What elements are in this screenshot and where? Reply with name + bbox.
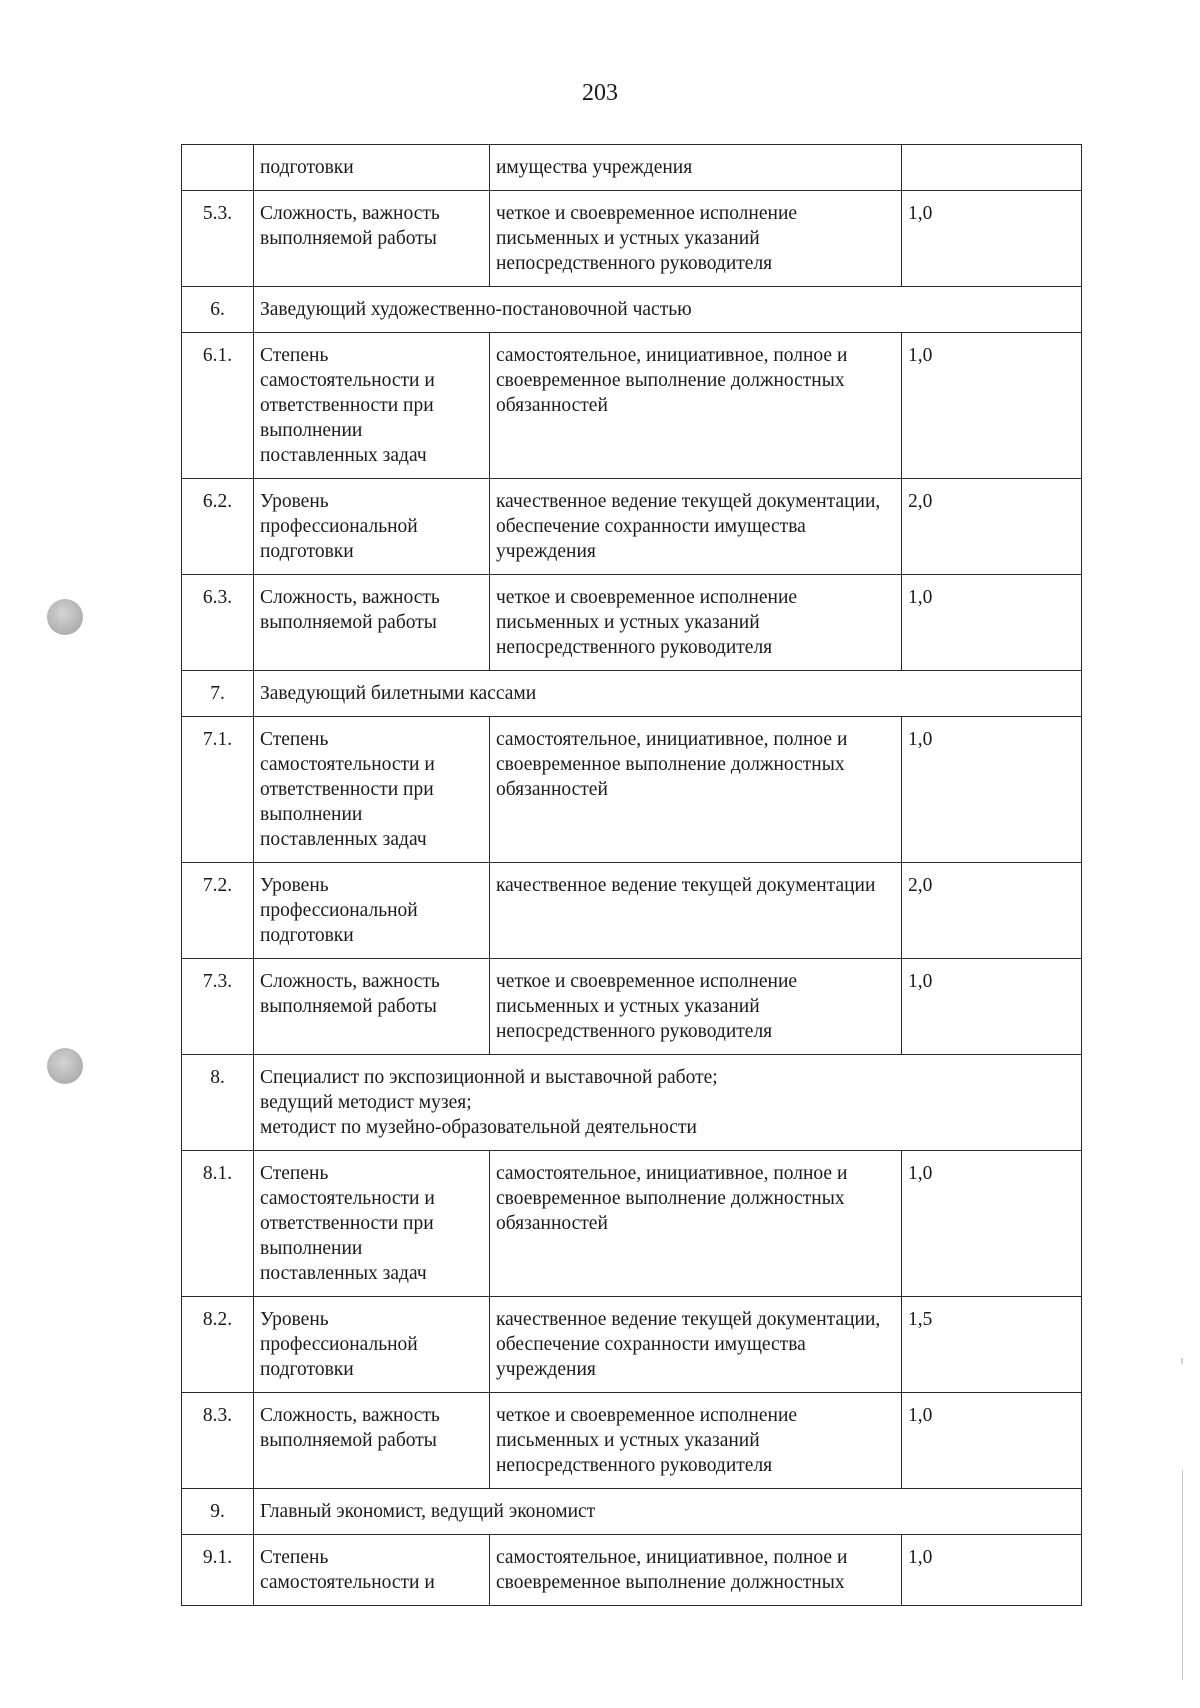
description-cell: четкое и своевременное исполнение письменных и устных указаний непосредственного руководителя [490, 1393, 902, 1489]
coefficient-cell [902, 145, 1082, 191]
coefficient-cell: 1,0 [902, 1151, 1082, 1297]
table-row [182, 1151, 1082, 1297]
row-number: 6.1. [182, 333, 254, 479]
description-cell: качественное ведение текущей документации, обеспечение сохранности имущества учреждения [490, 479, 902, 575]
criterion-cell: Степень самостоятельности и ответственности при выполнении поставленных задач [254, 333, 490, 479]
row-number: 8.2. [182, 1297, 254, 1393]
criterion-cell: Сложность, важность выполняемой работы [254, 575, 490, 671]
table-row [182, 145, 1082, 191]
scan-artifact [1181, 1358, 1183, 1364]
description-cell: самостоятельное, инициативное, полное и своевременное выполнение должностных обязанностей [490, 1151, 902, 1297]
description-cell: имущества учреждения [490, 145, 902, 191]
coefficient-cell: 1,0 [902, 333, 1082, 479]
row-number: 6.3. [182, 575, 254, 671]
criterion-cell: Уровень профессиональной подготовки [254, 863, 490, 959]
table-row [182, 191, 1082, 287]
table-row [182, 717, 1082, 863]
criterion-cell: Уровень профессиональной подготовки [254, 479, 490, 575]
criterion-cell: подготовки [254, 145, 490, 191]
section-title: Заведующий художественно-постановочной частью [254, 287, 1082, 333]
criterion-cell: Сложность, важность выполняемой работы [254, 959, 490, 1055]
criterion-cell: Сложность, важность выполняемой работы [254, 191, 490, 287]
row-number: 5.3. [182, 191, 254, 287]
coefficient-cell: 1,0 [902, 1393, 1082, 1489]
criterion-cell: Степень самостоятельности и ответственности при выполнении поставленных задач [254, 1151, 490, 1297]
table-row [182, 575, 1082, 671]
table-row [182, 1393, 1082, 1489]
criteria-table [181, 144, 1082, 1606]
table-row [182, 479, 1082, 575]
description-cell: самостоятельное, инициативное, полное и своевременное выполнение должностных [490, 1535, 902, 1606]
coefficient-cell: 2,0 [902, 863, 1082, 959]
table-row [182, 1535, 1082, 1606]
coefficient-cell: 1,0 [902, 191, 1082, 287]
section-number: 7. [182, 671, 254, 717]
section-number: 9. [182, 1489, 254, 1535]
description-cell: качественное ведение текущей документации [490, 863, 902, 959]
row-number [182, 145, 254, 191]
description-cell: четкое и своевременное исполнение письменных и устных указаний непосредственного руководителя [490, 575, 902, 671]
table-row [182, 1297, 1082, 1393]
coefficient-cell: 1,0 [902, 1535, 1082, 1606]
punch-hole [47, 599, 83, 635]
punch-hole [47, 1048, 83, 1084]
row-number: 7.3. [182, 959, 254, 1055]
section-row [182, 287, 1082, 333]
section-number: 8. [182, 1055, 254, 1151]
row-number: 8.1. [182, 1151, 254, 1297]
section-row [182, 1489, 1082, 1535]
section-row [182, 671, 1082, 717]
criterion-cell: Уровень профессиональной подготовки [254, 1297, 490, 1393]
criteria-table-body [182, 145, 1082, 1606]
row-number: 9.1. [182, 1535, 254, 1606]
row-number: 7.2. [182, 863, 254, 959]
row-number: 8.3. [182, 1393, 254, 1489]
description-cell: самостоятельное, инициативное, полное и своевременное выполнение должностных обязанностей [490, 717, 902, 863]
criterion-cell: Сложность, важность выполняемой работы [254, 1393, 490, 1489]
coefficient-cell: 2,0 [902, 479, 1082, 575]
row-number: 6.2. [182, 479, 254, 575]
table-row [182, 333, 1082, 479]
description-cell: качественное ведение текущей документации, обеспечение сохранности имущества учреждения [490, 1297, 902, 1393]
coefficient-cell: 1,0 [902, 575, 1082, 671]
page-number: 203 [582, 80, 618, 106]
table-row [182, 863, 1082, 959]
criterion-cell: Степень самостоятельности и [254, 1535, 490, 1606]
table-row [182, 959, 1082, 1055]
section-row [182, 1055, 1082, 1151]
scan-artifact [1182, 1470, 1183, 1680]
coefficient-cell: 1,0 [902, 717, 1082, 863]
section-title: Специалист по экспозиционной и выставочной работе; ведущий методист музея; методист по музейно-образовательной деятельности [254, 1055, 1082, 1151]
section-number: 6. [182, 287, 254, 333]
section-title: Главный экономист, ведущий экономист [254, 1489, 1082, 1535]
description-cell: четкое и своевременное исполнение письменных и устных указаний непосредственного руководителя [490, 191, 902, 287]
coefficient-cell: 1,5 [902, 1297, 1082, 1393]
section-title: Заведующий билетными кассами [254, 671, 1082, 717]
criterion-cell: Степень самостоятельности и ответственности при выполнении поставленных задач [254, 717, 490, 863]
description-cell: самостоятельное, инициативное, полное и своевременное выполнение должностных обязанностей [490, 333, 902, 479]
description-cell: четкое и своевременное исполнение письменных и устных указаний непосредственного руководителя [490, 959, 902, 1055]
coefficient-cell: 1,0 [902, 959, 1082, 1055]
row-number: 7.1. [182, 717, 254, 863]
